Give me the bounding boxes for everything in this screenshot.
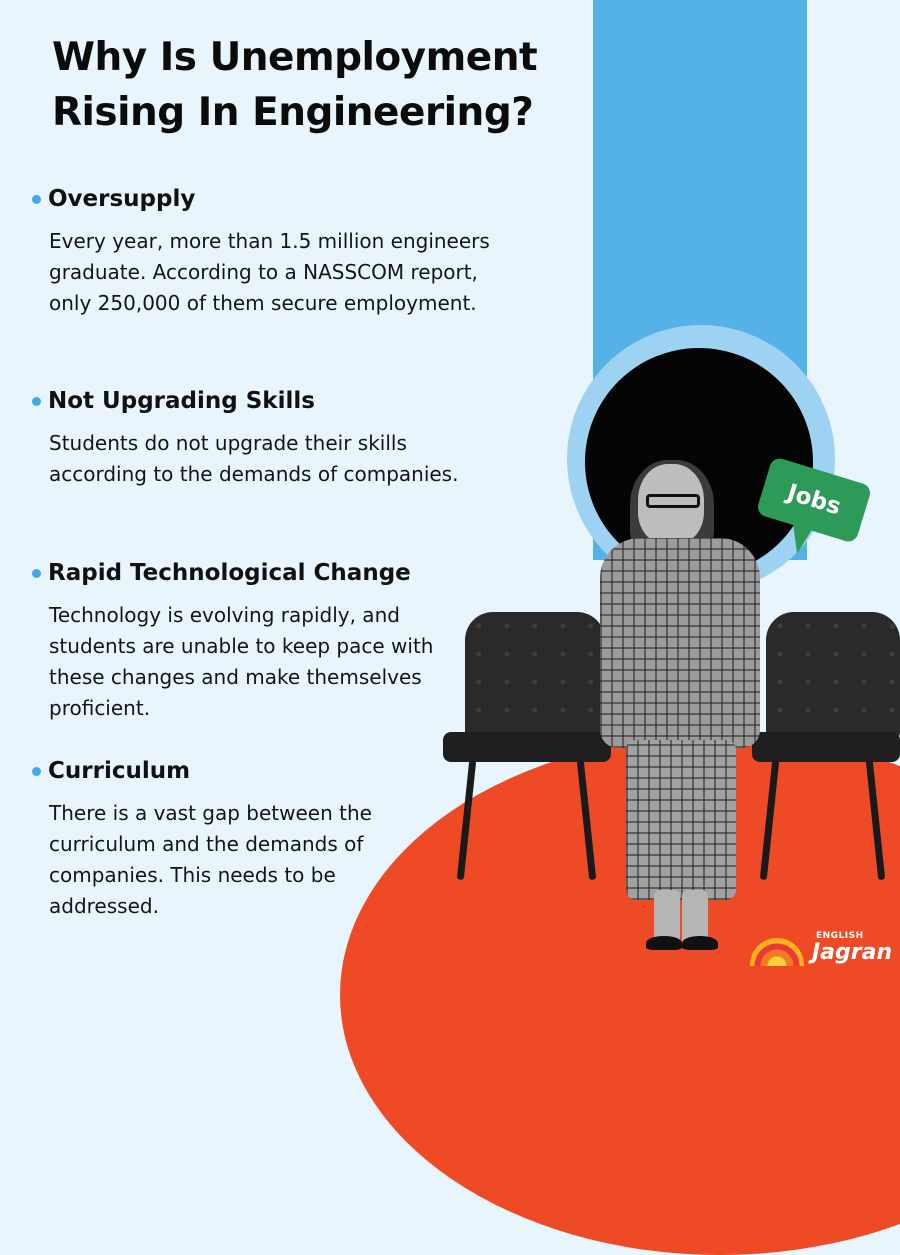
- bullet-icon: [32, 195, 41, 204]
- section-heading: [32, 558, 512, 588]
- section-oversupply: [32, 184, 512, 319]
- bullet-icon: [32, 569, 41, 578]
- jagran-logo: [750, 930, 893, 972]
- section-curriculum: [32, 756, 512, 922]
- section-not-upgrading-skills: [32, 386, 512, 490]
- section-text: Technology is evolving rapidly, and students are unable to keep pace with these changes and make themselves proficient.: [49, 603, 434, 720]
- seated-woman-image: [596, 460, 766, 960]
- section-heading-text: Not Upgrading Skills: [48, 388, 315, 414]
- section-text: Every year, more than 1.5 million engineers graduate. According to a NASSCOM report, only 250,000 of them secure employment.: [49, 229, 490, 315]
- jobs-label: Jobs: [784, 479, 844, 521]
- section-heading-text: Rapid Technological Change: [48, 560, 411, 586]
- section-heading: [32, 756, 512, 786]
- section-heading-text: Curriculum: [48, 758, 191, 784]
- section-text: There is a vast gap between the curriculum and the demands of companies. This needs to be addressed.: [49, 801, 372, 918]
- section-heading-text: Oversupply: [48, 186, 196, 212]
- bullet-icon: [32, 397, 41, 406]
- section-heading: [32, 184, 512, 214]
- bullet-icon: [32, 767, 41, 776]
- page-title: Why Is Unemployment Rising In Engineering?: [52, 35, 538, 135]
- section-heading: [32, 386, 512, 416]
- glasses-icon: [646, 494, 700, 508]
- logo-brand-text: Jagran: [812, 940, 893, 965]
- rising-sun-logo-icon: [750, 938, 804, 966]
- section-text: Students do not upgrade their skills according to the demands of companies.: [49, 431, 459, 486]
- section-rapid-technological-change: [32, 558, 512, 724]
- logo-small-text: ENGLISH: [816, 931, 864, 941]
